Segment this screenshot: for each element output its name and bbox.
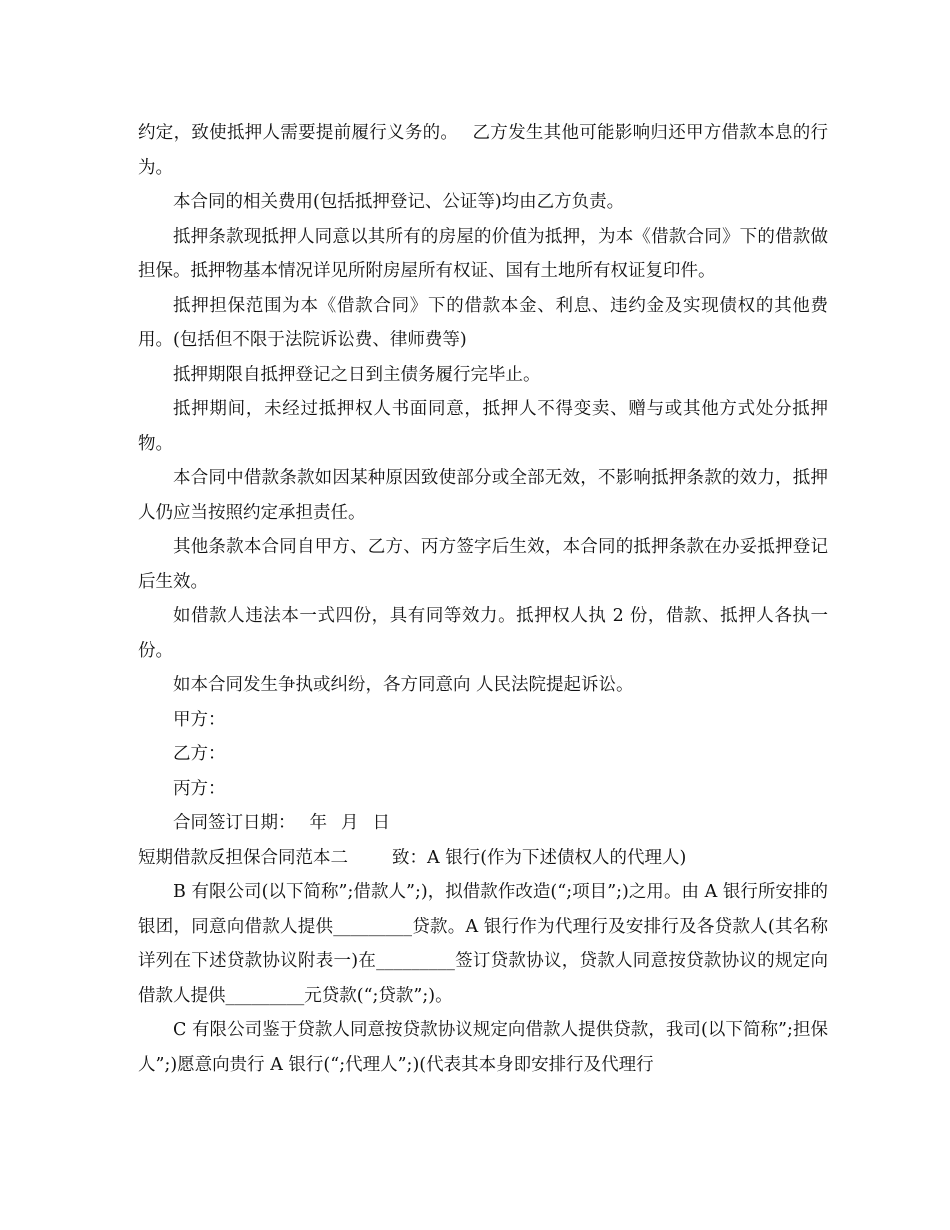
paragraph: 抵押条款现抵押人同意以其所有的房屋的价值为抵押，为本《借款合同》下的借款做担保。抵押物基本情况详见所附房屋所有权证、国有土地所有权证复印件。: [138, 226, 828, 281]
paragraph: 如本合同发生争执或纠纷，各方同意向 人民法院提起诉讼。: [173, 675, 634, 695]
paragraph: 本合同中借款条款如因某种原因致使部分或全部无效，不影响抵押条款的效力，抵押人仍应当按照约定承担责任。: [138, 468, 828, 523]
paragraph: 本合同的相关费用(包括抵押登记、公证等)均由乙方负责。: [173, 192, 625, 212]
paragraph: 如借款人违法本一式四份，具有同等效力。抵押权人执 2 份，借款、抵押人各执一份。: [138, 606, 828, 661]
paragraph: C 有限公司鉴于贷款人同意按贷款协议规定向借款人提供贷款，我司(以下简称”;担保人”;)愿意向贵行 A 银行(“;代理人”;)(代表其本身即安排行及代理行: [138, 1020, 828, 1075]
paragraph: 其他条款本合同自甲方、乙方、丙方签字后生效，本合同的抵押条款在办妥抵押登记后生效。: [138, 537, 828, 592]
document-body: [138, 116, 828, 1082]
signing-date-line: 合同签订日期： 年 月 日: [173, 813, 390, 833]
section-heading: 短期借款反担保合同范本二 致：A 银行(作为下述债权人的代理人): [138, 847, 687, 868]
paragraph: 约定，致使抵押人需要提前履行义务的。 乙方发生其他可能影响归还甲方借款本息的行为。: [138, 123, 829, 178]
paragraph: 抵押期限自抵押登记之日到主债务履行完毕止。: [173, 364, 541, 385]
paragraph: 抵押担保范围为本《借款合同》下的借款本金、利息、违约金及实现债权的其他费用。(包括但不限于法院诉讼费、律师费等): [138, 295, 828, 350]
signature-line-party-c: 丙方：: [173, 778, 226, 799]
paragraph: B 有限公司(以下简称”;借款人”;)，拟借款作改造(“;项目”;)之用。由 A 银行所安排的银团，同意向借款人提供_________贷款。A 银行作为代理行及安排行及各贷款人(其名称详列在下述贷款协议附表一)在_________签订贷款协议，贷款人同意按贷款协议的规定向借款人提供_________元贷款(“;贷款”;)。: [138, 882, 828, 1006]
paragraph: 抵押期间，未经过抵押权人书面同意，抵押人不得变卖、赠与或其他方式处分抵押物。: [138, 399, 828, 454]
signature-line-party-b: 乙方：: [173, 744, 226, 764]
signature-line-party-a: 甲方：: [173, 709, 226, 730]
